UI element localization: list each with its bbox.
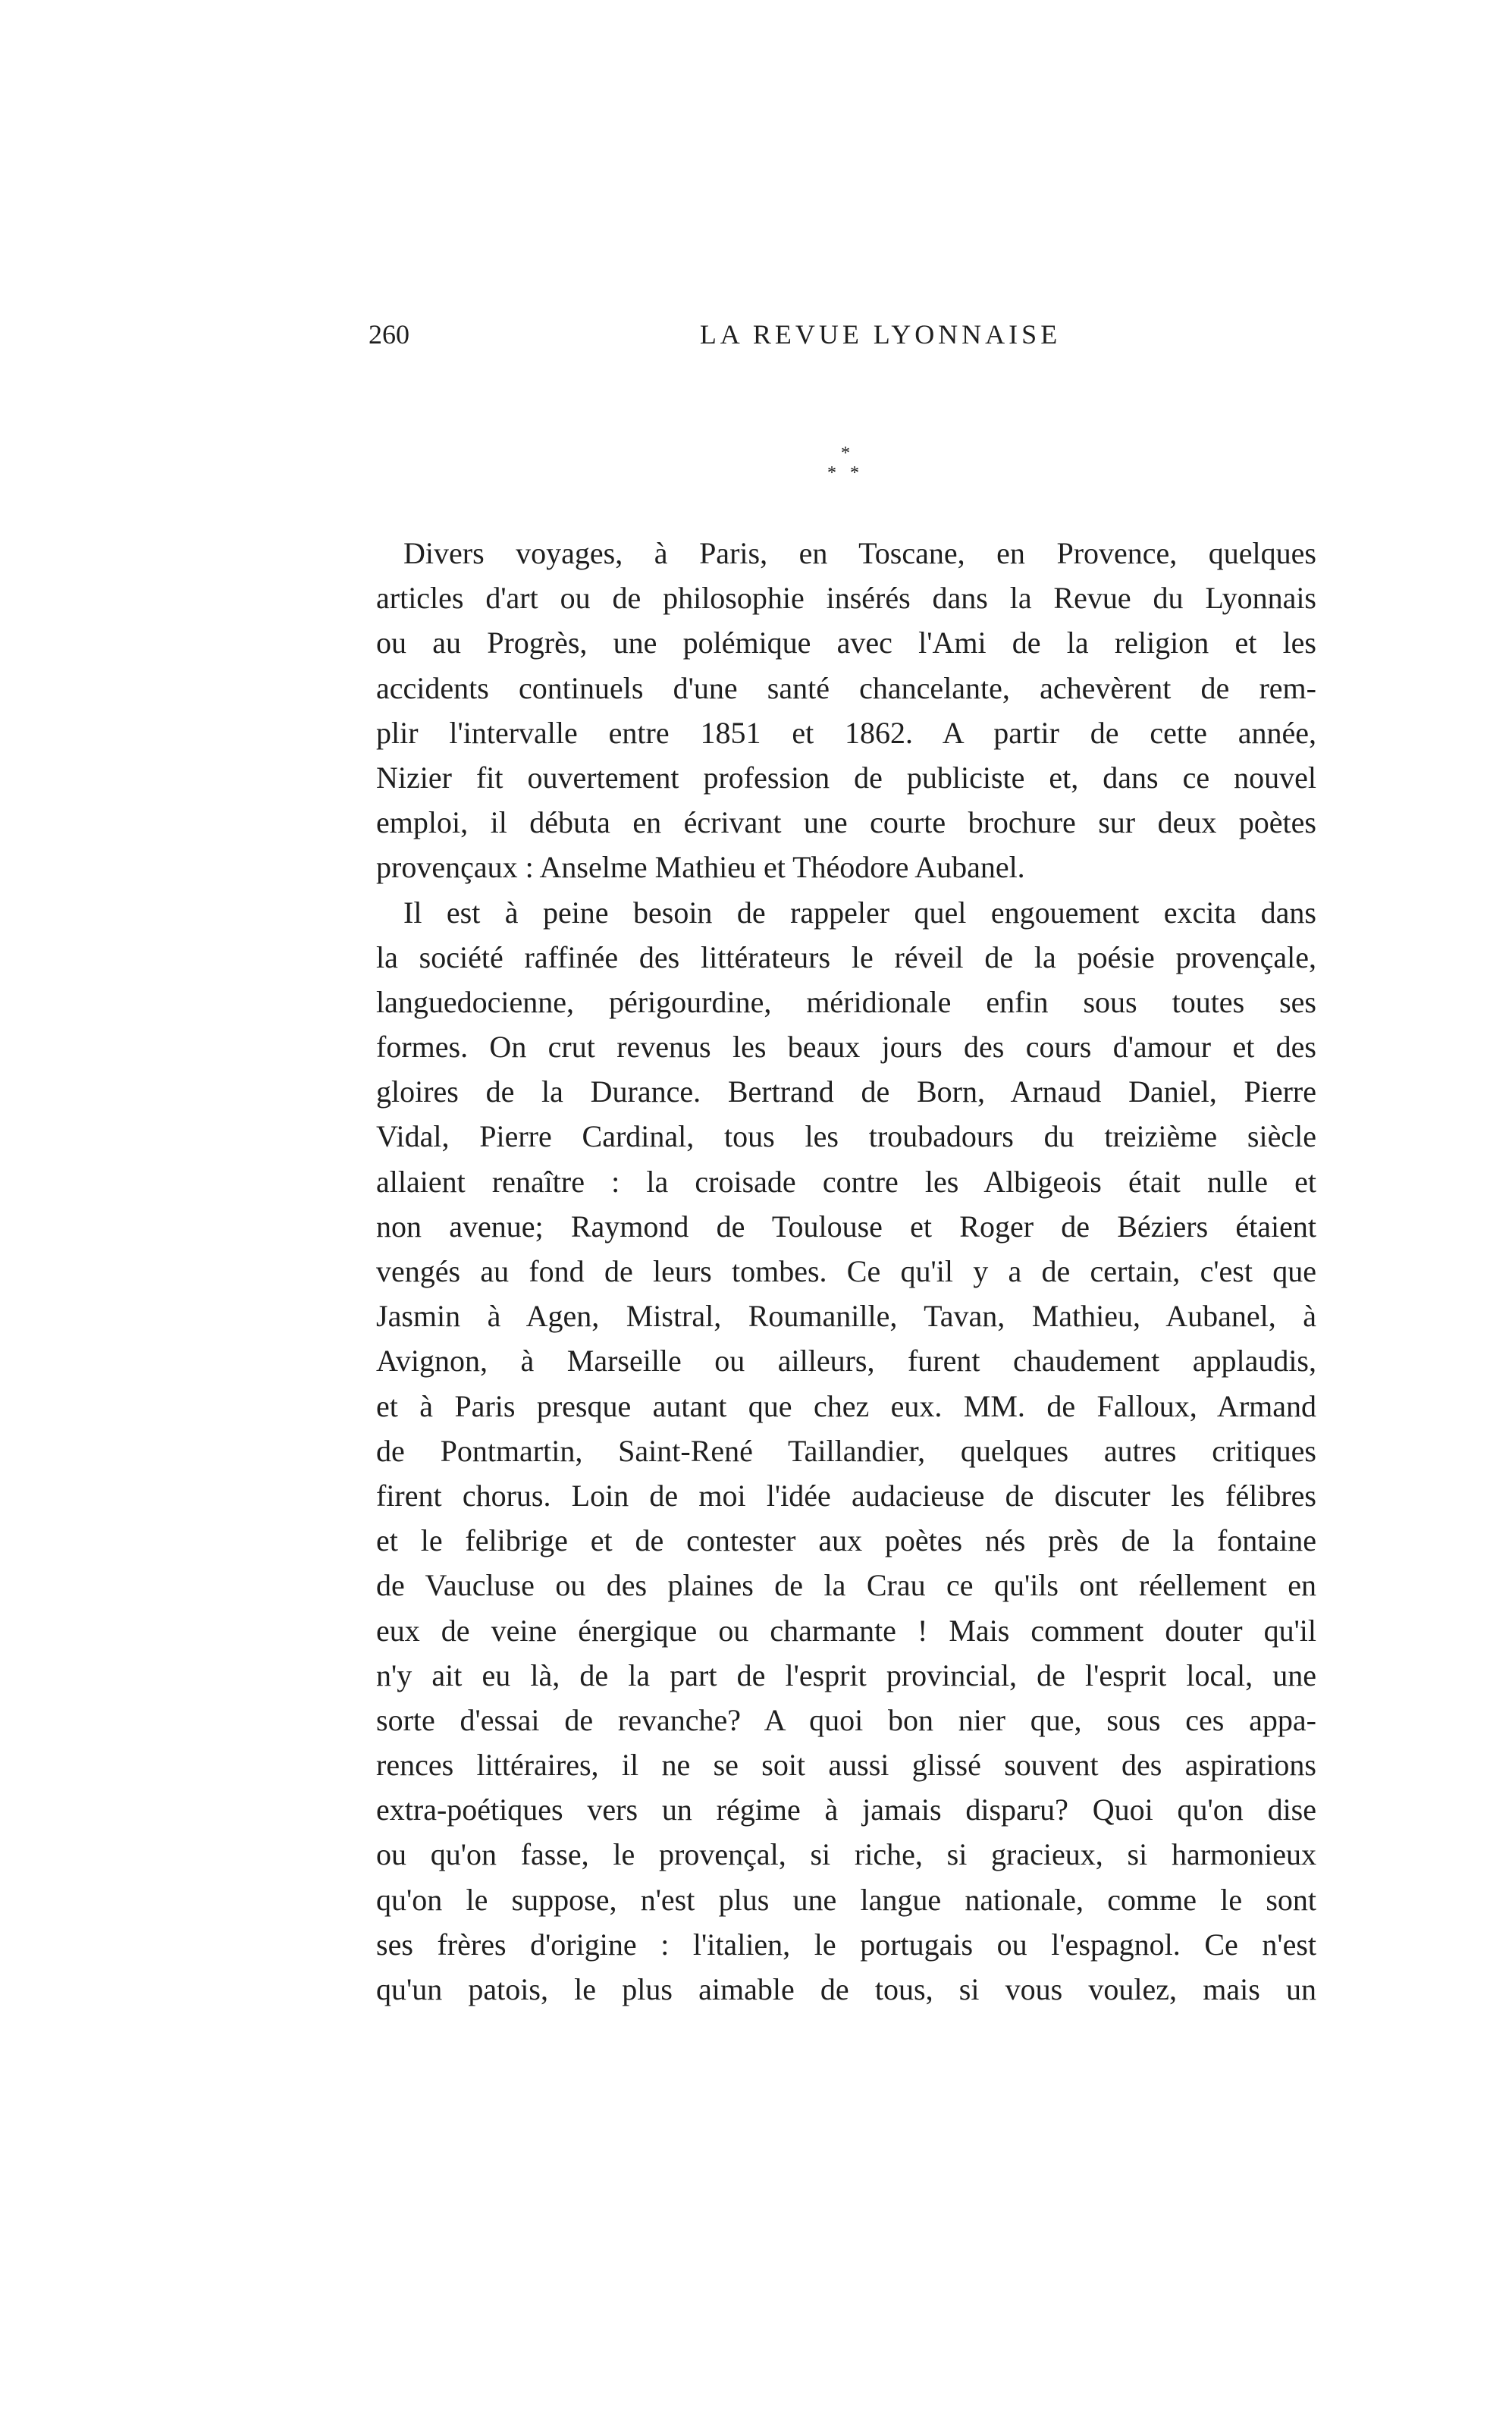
text-line: languedocienne, périgourdine, méridionale enfin sous toutes ses — [376, 984, 1316, 1019]
text-line: Jasmin à Agen, Mistral, Roumanille, Tavan, Mathieu, Aubanel, à — [376, 1299, 1316, 1334]
text-line: emploi, il débuta en écrivant une courte brochure sur deux poètes — [376, 805, 1316, 840]
text-line: de Vaucluse ou des plaines de la Crau ce qu'ils ont réellement en — [376, 1568, 1316, 1603]
text-line: qu'on le suppose, n'est plus une langue nationale, comme le sont — [376, 1882, 1316, 1917]
text-line: allaient renaître : la croisade contre les Albigeois était nulle et — [376, 1164, 1316, 1199]
text-line: Divers voyages, à Paris, en Toscane, en Provence, quelques — [403, 536, 1316, 570]
paragraph-1 — [376, 531, 1316, 890]
page-number: 260 — [369, 319, 409, 350]
text-line: ou au Progrès, une polémique avec l'Ami de la religion et les — [376, 626, 1316, 660]
text-line: de Pontmartin, Saint-René Taillandier, quelques autres critiques — [376, 1433, 1316, 1468]
text-line: et à Paris presque autant que chez eux. MM. de Falloux, Armand — [376, 1388, 1316, 1423]
text-line: ses frères d'origine : l'italien, le portugais ou l'espagnol. Ce n'est — [376, 1927, 1316, 1962]
text-line: gloires de la Durance. Bertrand de Born, Arnaud Daniel, Pierre — [376, 1074, 1316, 1109]
asterism-separator — [815, 444, 876, 497]
text-line: Il est à peine besoin de rappeler quel engouement excita dans — [403, 895, 1316, 930]
text-line: firent chorus. Loin de moi l'idée audacieuse de discuter les félibres — [376, 1478, 1316, 1513]
paragraph-2 — [376, 890, 1316, 2012]
text-line: rences littéraires, il ne se soit aussi glissé souvent des aspirations — [376, 1748, 1316, 1783]
text-line: sorte d'essai de revanche? A quoi bon nier que, sous ces appa- — [376, 1702, 1316, 1737]
asterism-bottom: * * — [827, 463, 864, 483]
text-line: et le felibrige et de contester aux poètes nés près de la fontaine — [376, 1523, 1316, 1558]
text-line: non avenue; Raymond de Toulouse et Roger de Béziers étaient — [376, 1209, 1316, 1244]
text-line: formes. On crut revenus les beaux jours des cours d'amour et des — [376, 1030, 1316, 1065]
text-line: n'y ait eu là, de la part de l'esprit provincial, de l'esprit local, une — [376, 1658, 1316, 1692]
asterism-top: * — [841, 444, 850, 463]
text-line: eux de veine énergique ou charmante ! Mais comment douter qu'il — [376, 1613, 1316, 1648]
text-line: articles d'art ou de philosophie insérés dans la Revue du Lyonnais — [376, 581, 1316, 616]
text-line: Vidal, Pierre Cardinal, tous les troubadours du treizième siècle — [376, 1119, 1316, 1154]
text-line: ou qu'on fasse, le provençal, si riche, si gracieux, si harmonieux — [376, 1837, 1316, 1872]
text-line: Avignon, à Marseille ou ailleurs, furent chaudement applaudis, — [376, 1344, 1316, 1379]
text-line: vengés au fond de leurs tombes. Ce qu'il y a de certain, c'est que — [376, 1254, 1316, 1288]
text-line: provençaux : Anselme Mathieu et Théodore Aubanel. — [376, 850, 1025, 885]
text-line: qu'un patois, le plus aimable de tous, si vous voulez, mais un — [376, 1972, 1316, 2006]
body-text — [376, 531, 1316, 2012]
page-header — [369, 318, 1324, 364]
running-title: LA REVUE LYONNAISE — [699, 319, 1062, 350]
text-line: la société raffinée des littérateurs le réveil de la poésie provençale, — [376, 939, 1316, 974]
text-line: extra-poétiques vers un régime à jamais disparu? Quoi qu'on dise — [376, 1793, 1316, 1827]
text-line: plir l'intervalle entre 1851 et 1862. A partir de cette année, — [376, 715, 1316, 750]
text-line: Nizier fit ouvertement profession de publiciste et, dans ce nouvel — [376, 760, 1316, 795]
text-line: accidents continuels d'une santé chancelante, achevèrent de rem- — [376, 670, 1316, 705]
